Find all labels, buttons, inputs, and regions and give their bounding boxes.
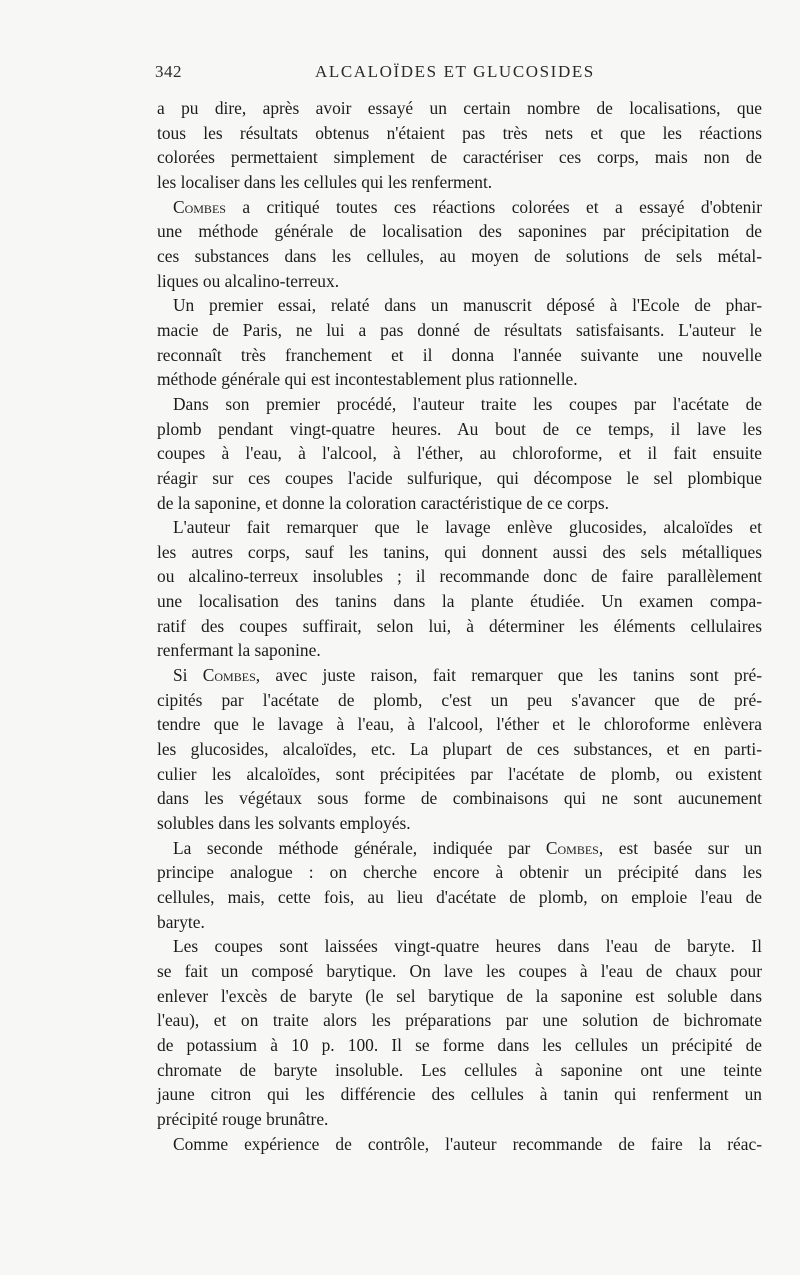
text-line: ces substances dans les cellules, au moyen de solutions de sels métal-: [157, 245, 762, 266]
text-fragment: a critiqué toutes ces réactions colorées et a essayé d'obtenir: [225, 196, 762, 217]
text-line: plomb pendant vingt-quatre heures. Au bout de ce temps, il lave les: [157, 418, 762, 439]
text-line: L'auteur fait remarquer que le lavage enlève glucosides, alcaloïdes et: [173, 517, 762, 538]
running-title: ALCALOÏDES ET GLUCOSIDES: [315, 62, 595, 81]
text-line: une localisation des tanins dans la plante étudiée. Un examen compa-: [157, 591, 762, 612]
text-line: principe analogue : on cherche encore à obtenir un précipité dans les: [157, 862, 762, 883]
text-line: [157, 836, 762, 861]
text-line: les glucosides, alcaloïdes, etc. La plupart de ces substances, et en parti-: [157, 739, 762, 760]
text-line: jaune citron qui les différencie des cellules à tanin qui renferment un: [157, 1084, 762, 1105]
text-line: de la saponine, et donne la coloration caractéristique de ce corps.: [157, 492, 609, 513]
text-line: [157, 195, 762, 220]
text-line: baryte.: [157, 911, 205, 932]
text-line: reconnaît très franchement et il donna l'année suivante une nouvelle: [157, 344, 762, 365]
text-fragment: La seconde méthode générale, indiquée par: [173, 837, 546, 858]
text-line: ou alcalino-terreux insolubles ; il recommande donc de faire parallèlement: [157, 566, 762, 587]
body-text: [157, 96, 762, 1156]
text-line: solubles dans les solvants employés.: [157, 813, 411, 834]
text-line: cipités par l'acétate de plomb, c'est un peu s'avancer que de pré-: [157, 689, 762, 710]
page-number: 342: [155, 62, 182, 81]
text-line: enlever l'excès de baryte (le sel barytique de la saponine est soluble dans: [157, 985, 762, 1006]
text-line: tous les résultats obtenus n'étaient pas très nets et que les réactions: [157, 122, 762, 143]
paragraph: [157, 836, 762, 935]
paragraph: [157, 663, 762, 836]
text-fragment: , avec juste raison, fait remarquer que les tanins sont pré-: [255, 665, 762, 686]
text-line: l'eau), et on traite alors les préparations par une solution de bichromate: [157, 1010, 762, 1031]
author-name: Combes: [173, 196, 226, 217]
text-line: Comme expérience de contrôle, l'auteur recommande de faire la réac-: [173, 1133, 762, 1154]
page-header: [155, 62, 775, 86]
author-name: Combes: [545, 837, 599, 858]
text-line: ratif des coupes suffirait, selon lui, à déterminer les éléments cellulaires: [157, 615, 762, 636]
text-line: coupes à l'eau, à l'alcool, à l'éther, au chloroforme, et il fait ensuite: [157, 443, 762, 464]
text-line: liques ou alcalino-terreux.: [157, 270, 340, 291]
text-line: [157, 663, 762, 688]
text-line: chromate de baryte insoluble. Les cellules à saponine ont une teinte: [157, 1059, 762, 1080]
text-line: tendre que le lavage à l'eau, à l'alcool, l'éther et le chloroforme enlèvera: [157, 714, 762, 735]
text-line: méthode générale qui est incontestablement plus rationnelle.: [157, 369, 578, 390]
text-line: de potassium à 10 p. 100. Il se forme dans les cellules un précipité de: [157, 1034, 762, 1055]
paragraph: [157, 96, 762, 195]
text-line: Un premier essai, relaté dans un manuscrit déposé à l'Ecole de phar-: [173, 295, 762, 316]
text-line: précipité rouge brunâtre.: [157, 1108, 329, 1129]
author-name: Combes: [202, 665, 256, 686]
text-line: dans les végétaux sous forme de combinaisons qui ne sont aucunement: [157, 788, 762, 809]
paragraph: [157, 293, 762, 392]
paragraph: [157, 1132, 762, 1157]
text-line: colorées permettaient simplement de caractériser ces corps, mais non de: [157, 147, 762, 168]
text-line: renfermant la saponine.: [157, 640, 321, 661]
text-line: Dans son premier procédé, l'auteur traite les coupes par l'acétate de: [173, 393, 762, 414]
text-line: les localiser dans les cellules qui les renferment.: [157, 171, 493, 192]
text-line: culier les alcaloïdes, sont précipitées par l'acétate de plomb, ou existent: [157, 763, 762, 784]
paragraph: [157, 515, 762, 663]
paragraph: [157, 934, 762, 1131]
text-line: une méthode générale de localisation des saponines par précipitation de: [157, 221, 762, 242]
text-fragment: , est basée sur un: [598, 837, 762, 858]
text-fragment: Si: [173, 665, 203, 686]
text-line: cellules, mais, cette fois, au lieu d'acétate de plomb, on emploie l'eau de: [157, 887, 762, 907]
text-line: Les coupes sont laissées vingt-quatre heures dans l'eau de baryte. Il: [173, 936, 762, 957]
text-line: se fait un composé barytique. On lave les coupes à l'eau de chaux pour: [157, 960, 762, 981]
text-line: macie de Paris, ne lui a pas donné de résultats satisfaisants. L'auteur le: [157, 319, 762, 340]
paragraph: [157, 195, 762, 294]
text-line: les autres corps, sauf les tanins, qui donnent aussi des sels métalliques: [157, 541, 762, 562]
text-line: a pu dire, après avoir essayé un certain nombre de localisations, que: [157, 98, 762, 118]
text-line: réagir sur ces coupes l'acide sulfurique, qui décompose le sel plombique: [157, 467, 762, 488]
paragraph: [157, 392, 762, 515]
